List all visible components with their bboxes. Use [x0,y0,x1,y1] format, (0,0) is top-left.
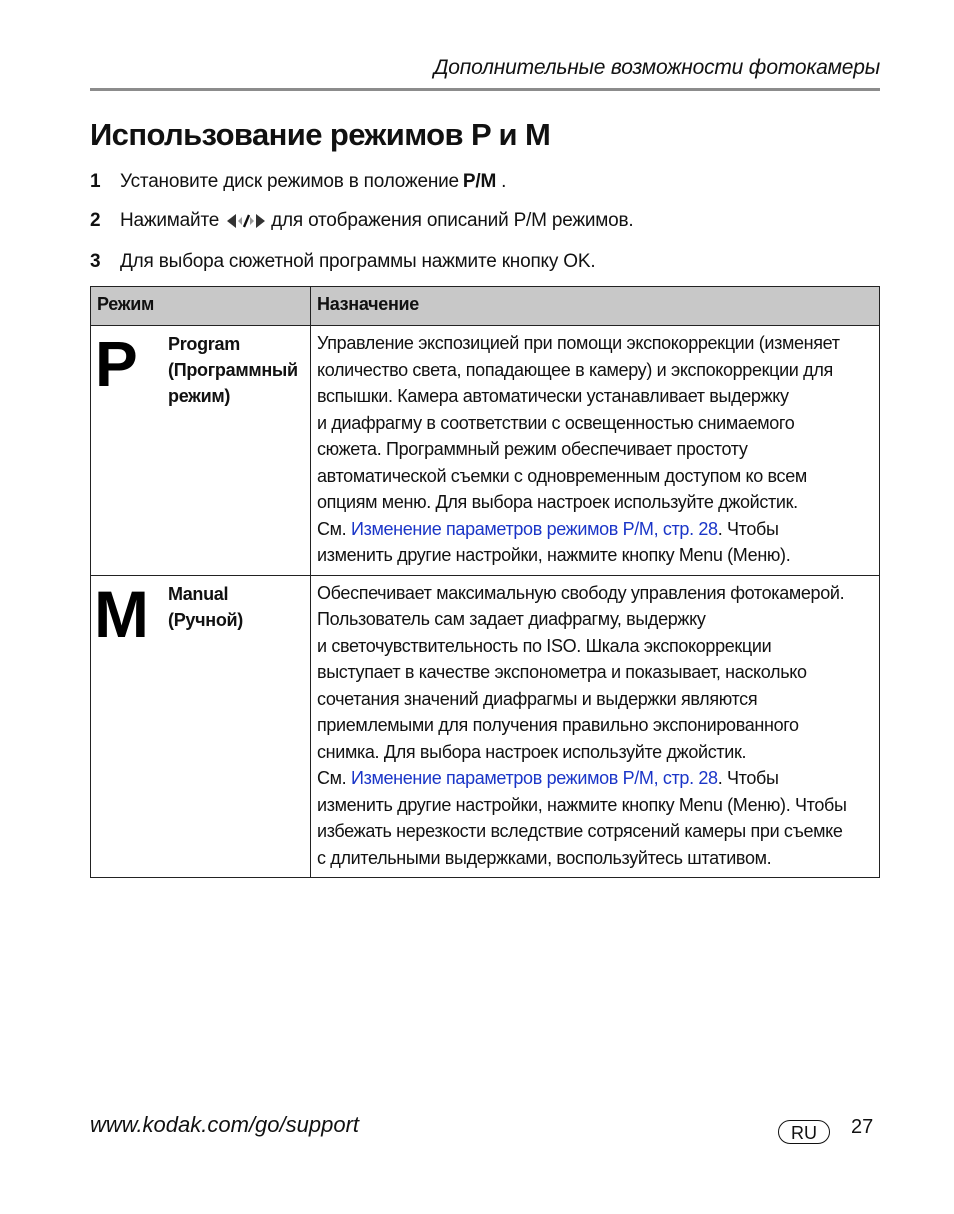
step-1 [90,171,506,193]
description-line: и светочувствительность по ISO. Шкала экспокоррекции [317,635,772,656]
description-line: Пользователь сам задает диафрагму, выдержку [317,609,706,629]
description-line: автоматической съемки с одновременным доступом ко всем [317,465,807,486]
mode-description-manual [311,575,880,878]
description-line: Обеспечивает максимальную свободу управления фотокамерой. [317,582,845,603]
step-number: 3 [90,251,101,272]
page-number: 27 [851,1116,874,1138]
table-header-row [91,287,880,326]
description-line: выступает в качестве экспонометра и показывает, насколько [317,662,807,682]
table-row [91,326,880,576]
column-header-mode: Режим [91,287,311,326]
step-punct: . [501,171,507,192]
step-text: Для выбора сюжетной программы нажмите кнопку OK. [120,251,596,272]
mode-name-program [168,331,298,409]
step-text: Нажимайте [120,210,220,231]
mode-name-line: Manual [168,583,229,604]
column-header-purpose: Назначение [311,287,880,326]
see-suffix: . Чтобы [717,768,779,788]
description-line: снимка. Для выбора настроек используйте джойстик. [317,741,747,762]
description-line: изменить другие настройки, нажмите кнопку Menu (Меню). Чтобы [317,794,847,815]
description-line: изменить другие настройки, нажмите кнопку Menu (Меню). [317,545,791,565]
mode-p-icon: P [95,328,138,400]
step-number: 2 [90,210,101,231]
header-divider [90,88,880,91]
description-line: количество света, попадающее в камеру) и экспокоррекции для [317,359,833,380]
description-line: опциям меню. Для выбора настроек используйте джойстик. [317,492,798,512]
description-line [317,765,875,792]
mode-m-icon: M [94,576,149,651]
page-title: Использование режимов P и M [90,117,551,152]
description-line: сочетания значений диафрагмы и выдержки являются [317,688,758,709]
step-text: для отображения описаний P/M режимов. [271,210,634,231]
description-line: избежать нерезкости вследствие сотрясений камеры при съемке [317,821,843,841]
description-line: приемлемыми для получения правильно экспонированного [317,715,799,735]
pm-settings-link[interactable]: Изменение параметров режимов P/M, стр. 28 [350,768,718,788]
language-badge: RU [778,1120,830,1144]
step-3 [90,251,595,273]
see-prefix: См. [317,518,347,539]
left-right-arrows-icon [227,211,265,231]
step-number: 1 [90,171,101,192]
modes-table [90,286,880,878]
mode-description-program [311,326,880,576]
description-line: сюжета. Программный режим обеспечивает простоту [317,439,748,459]
mode-name-manual [168,581,243,633]
pm-settings-link[interactable]: Изменение параметров режимов P/M, стр. 28 [350,518,718,539]
see-suffix: . Чтобы [717,518,779,539]
see-prefix: См. [317,768,347,788]
description-line: с длительными выдержками, воспользуйтесь штативом. [317,847,772,868]
support-url[interactable]: www.kodak.com/go/support [90,1112,360,1137]
step-2 [90,210,633,232]
description-line: вспышки. Камера автоматически устанавливает выдержку [317,386,789,406]
mode-name-line: (Программный [168,360,298,380]
table-row [91,575,880,878]
step-text: Установите диск режимов в положение [120,171,459,192]
mode-name-line: (Ручной) [168,609,243,630]
mode-cell-p [91,326,311,576]
description-line [317,516,875,543]
mode-name-line: режим) [168,386,231,406]
description-line: Управление экспозицией при помощи экспокоррекции (изменяет [317,333,840,353]
mode-name-line: Program [168,334,240,354]
description-line: и диафрагму в соответствии с освещенностью снимаемого [317,412,795,433]
mode-dial-label: P/M [462,171,497,192]
running-header: Дополнительные возможности фотокамеры [433,56,880,79]
mode-cell-m [91,575,311,878]
